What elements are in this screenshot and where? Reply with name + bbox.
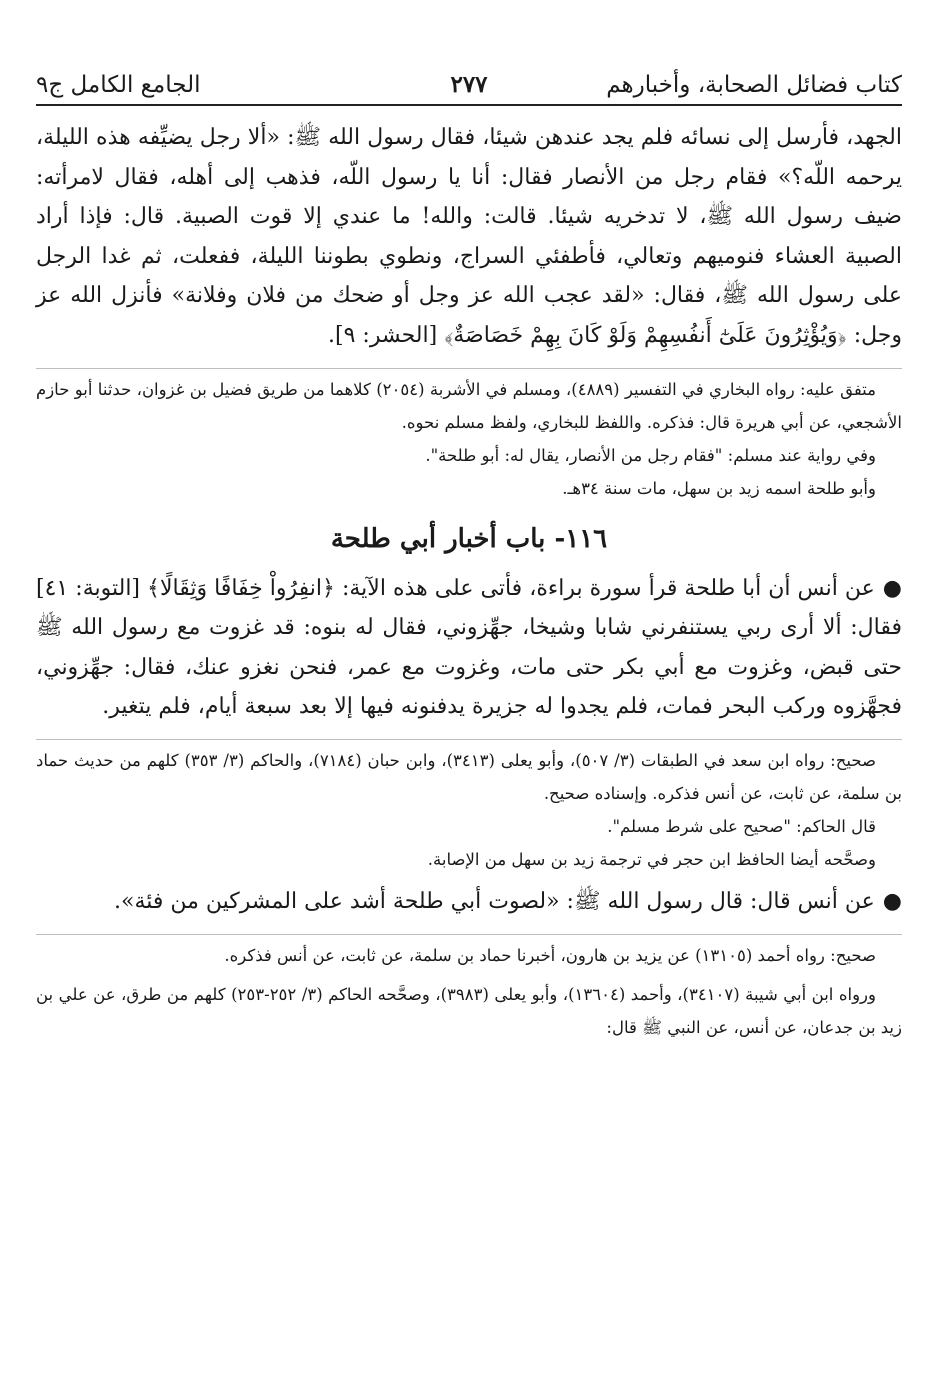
hadith-continued-text: الجهد، فأرسل إلى نسائه فلم يجد عندهن شيئا، فقال رسول الله ﷺ: «ألا رجل يضيِّفه هذه الليلة، يرحمه اللّه؟» فقام رجل من الأنصار فقال: أنا يا رسول اللّه، فذهب إلى أهله، فقال لامرأته: ضيف رسول الله ﷺ، لا تدخريه شيئا. قالت: والله! ما عندي إلا قوت الصبية. قال: فإذا أراد الصبية العشاء فنوميهم وتعالي، فأطفئي السراج، ونطوي بطوننا الليلة، ففعلت، ثم غدا الرجل على رسول الله ﷺ، فقال: «لقد عجب الله عز وجل أو ضحك من فلان وفلانة» فأنزل الله عز وجل: ﴿وَيُؤْثِرُونَ عَلَىٰٓ أَنفُسِهِمْ وَلَوْ كَانَ بِهِمْ خَصَاصَةٌ﴾ [الحشر: ٩].: [36, 125, 902, 348]
book-page: [36, 48, 902, 1348]
takhrij-note: ورواه ابن أبي شيبة (٣٤١٠٧)، وأحمد (١٣٦٠٤)، وأبو يعلى (٣٩٨٣)، وصحَّحه الحاكم (٣/ ٢٥٢-٢٥٣) كلهم من طرق، عن علي بن زيد بن جدعان، عن أنس، عن النبي ﷺ قال:: [36, 984, 902, 1037]
page-header: [36, 48, 902, 106]
takhrij-note: صحيح: رواه ابن سعد في الطبقات (٣/ ٥٠٧)، وأبو يعلى (٣٤١٣)، وابن حبان (٧١٨٤)، والحاكم (٣/ ٣٥٣) كلهم من حديث حماد بن سلمة، عن ثابت، عن أنس فذكره. وإسناده صحيح.: [36, 750, 902, 803]
hadith-1: [36, 569, 902, 727]
takhrij-block-2: [36, 739, 902, 876]
hadith-2-text: عن أنس قال: قال رسول الله ﷺ: «لصوت أبي طلحة أشد على المشركين من فئة».: [114, 888, 875, 914]
chapter-title: ١١٦- باب أخبار أبي طلحة: [330, 523, 608, 554]
takhrij-block-1: [36, 368, 902, 505]
volume-label: الجامع الكامل ج٩: [36, 72, 201, 98]
takhrij-note: صحيح: رواه أحمد (١٣١٠٥) عن يزيد بن هارون، أخبرنا حماد بن سلمة، عن ثابت، عن أنس فذكره.: [224, 945, 876, 965]
page-content: [36, 106, 902, 1044]
takhrij-block-3: [36, 934, 902, 1044]
takhrij-note: قال الحاكم: "صحيح على شرط مسلم".: [607, 816, 876, 836]
bullet-icon: ●: [882, 574, 902, 601]
takhrij-note: وصحَّحه أيضا الحافظ ابن حجر في ترجمة زيد بن سهل من الإصابة.: [427, 849, 876, 869]
hadith-2: [36, 882, 902, 922]
takhrij-note: وأبو طلحة اسمه زيد بن سهل، مات سنة ٣٤هـ.: [562, 478, 876, 498]
hadith-1-text: عن أنس أن أبا طلحة قرأ سورة براءة، فأتى على هذه الآية: ﴿انفِرُواْ خِفَافًا وَثِقَالًا﴾ [التوبة: ٤١] فقال: ألا أرى ربي يستنفرني شابا وشيخا، جهِّزوني، فقال له بنوه: قد غزوت مع رسول الله ﷺ حتى قبض، وغزوت مع أبي بكر حتى مات، وغزوت مع عمر، فنحن نغزو عنك، فقال: جهِّزوني، فجهَّزوه وركب البحر فمات، فلم يجدوا له جزيرة يدفنونه فيها إلا بعد سبعة أيام، فلم يتغير.: [36, 575, 902, 720]
takhrij-note: متفق عليه: رواه البخاري في التفسير (٤٨٨٩)، ومسلم في الأشربة (٢٠٥٤) كلاهما من طريق فضيل بن غزوان، حدثنا أبو حازم الأشجعي، عن أبي هريرة قال: فذكره. واللفظ للبخاري، ولفظ مسلم نحوه.: [36, 379, 902, 432]
running-title: كتاب فضائل الصحابة، وأخبارهم: [606, 72, 902, 98]
bullet-icon: ●: [882, 887, 902, 914]
takhrij-note: وفي رواية عند مسلم: "فقام رجل من الأنصار، يقال له: أبو طلحة".: [425, 445, 876, 465]
page-number: ٢٧٧: [450, 71, 488, 98]
